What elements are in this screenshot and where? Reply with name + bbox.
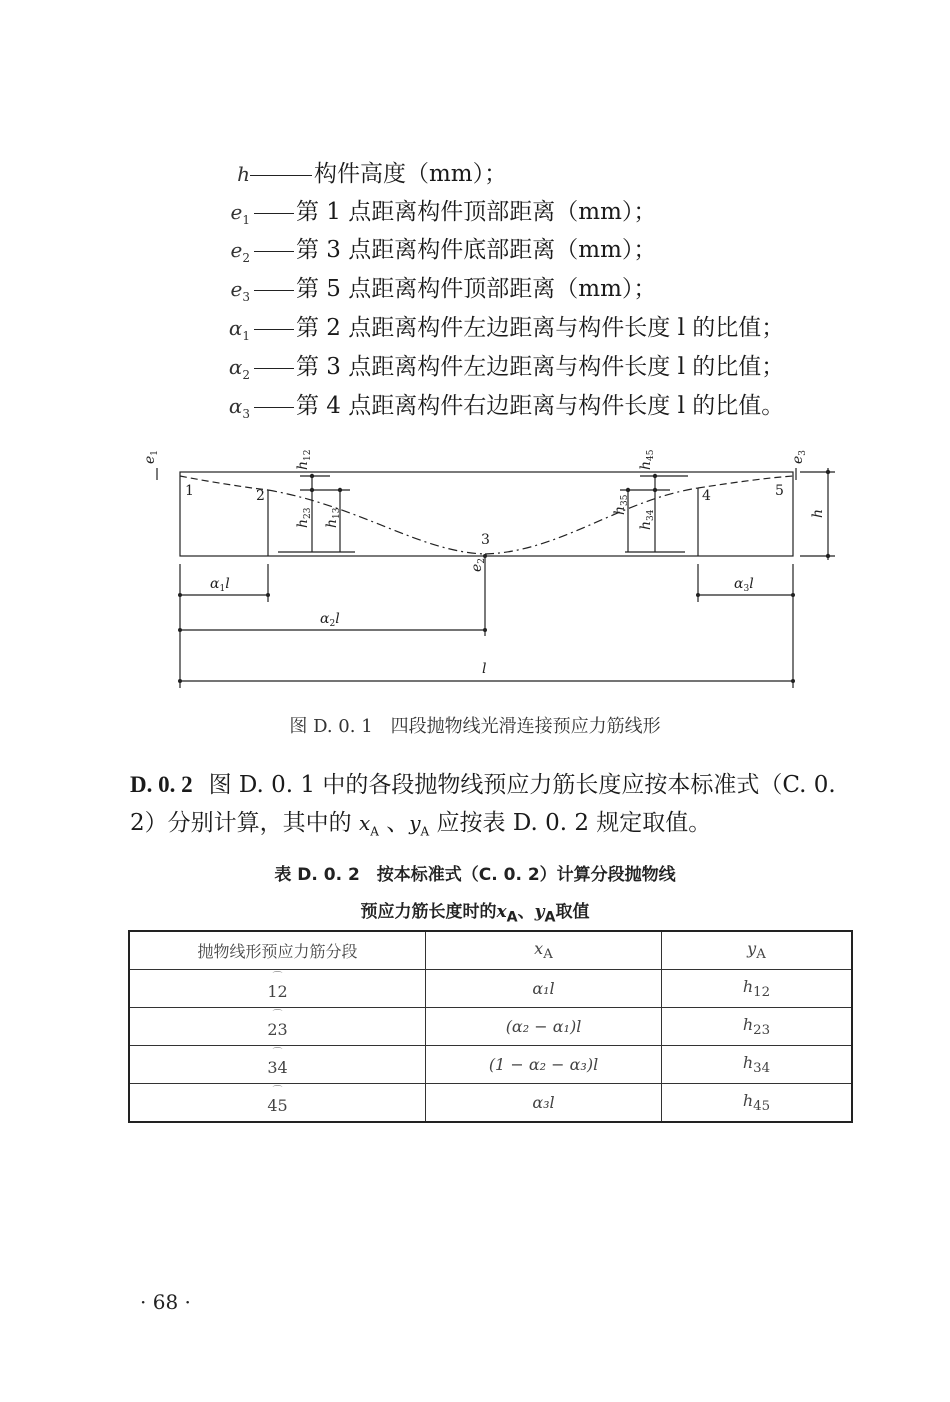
label-e2: $e_2$ [469,557,487,572]
em-dash [254,329,294,330]
clause-d02 [130,766,860,851]
cell-segment: ⌒ 12 [129,970,426,1008]
definition-row [208,273,656,305]
tick-mark [178,628,182,632]
def-symbol: $\alpha_3$ [228,394,250,421]
cell-ya: $h_{45}$ [662,1084,853,1123]
cell-segment: ⌒ 45 [129,1084,426,1123]
tick-mark [791,679,795,683]
table-title-line2: 预应力筋长度时的$x_A$、$y_A$取值 [360,902,590,926]
def-symbol: h [237,162,250,186]
label-h35: $h_{35}$ [612,494,630,515]
table-title-line1: 表 D. 0. 2 按本标准式（C. 0. 2）计算分段抛物线 [274,865,676,885]
tick-mark [338,488,342,492]
point-label-4: 4 [702,488,711,504]
em-dash [254,213,294,214]
tick-mark [483,554,487,558]
figure-caption: 图 D. 0. 1 四段抛物线光滑连接预应力筋线形 [289,716,661,737]
page-number: · 68 · [140,1290,191,1314]
cell-segment: ⌒ 34 [129,1046,426,1084]
table-header-row [129,931,852,970]
tick-mark [626,488,630,492]
tick-mark [653,474,657,478]
cell-xa: (1 − α₂ − α₃)l [426,1046,662,1084]
label-a1l: $\alpha_1l$ [210,576,230,594]
clause-text-2: 应按表 D. 0. 2 规定取值。 [429,810,712,836]
y-sub: A [420,824,430,839]
cell-xa: α₃l [426,1084,662,1123]
cell-xa: α₁l [426,970,662,1008]
em-dash [254,368,294,369]
definition-row [208,312,784,344]
x-sub: A [370,824,379,839]
em-dash [250,175,312,176]
tick-mark [696,593,700,597]
definition-row [208,158,507,190]
label-h13: $h_{13}$ [324,507,342,528]
cell-ya: $h_{34}$ [662,1046,853,1084]
label-l: l [482,661,487,677]
header-segment: 抛物线形预应力筋分段 [129,931,426,970]
label-a3l: $\alpha_3l$ [734,576,754,594]
label-a2l: $\alpha_2l$ [320,611,340,629]
tick-mark [178,679,182,683]
label-h45: $h_{45}$ [638,449,656,470]
table-row [129,1008,852,1046]
parabola-tendon-diagram [140,440,826,695]
tick-mark [791,593,795,597]
header-ya: $y_A$ [662,931,853,970]
label-h23: $h_{23}$ [295,507,313,528]
table-d02 [128,930,853,1123]
tick-mark [178,593,182,597]
em-dash [254,251,294,252]
label-h12: $h_{12}$ [295,449,313,470]
tendon-segment-34 [485,488,698,554]
table-row [129,970,852,1008]
tick-mark [310,488,314,492]
tick-mark [653,488,657,492]
def-symbol: $e_1$ [230,200,250,227]
def-symbol: $e_2$ [230,238,250,265]
label-h34: $h_{34}$ [638,509,656,530]
tick-mark [310,474,314,478]
point-label-3: 3 [481,532,490,548]
definition-row [208,196,656,228]
x-symbol: x [358,811,371,835]
em-dash [254,290,294,291]
def-text: 第 4 点距离构件右边距离与构件长度 l 的比值。 [296,393,785,419]
em-dash [254,407,294,408]
point-label-2: 2 [256,488,265,504]
point-label-5: 5 [775,483,784,499]
header-xa: $x_A$ [426,931,662,970]
clause-sep: 、 [378,810,410,836]
cell-xa: (α₂ − α₁)l [426,1008,662,1046]
clause-text-1: 图 D. 0. 1 中的各段抛物线预应力筋长度应按本标准式（C. 0. 2）分别计算，其中的 [130,772,836,836]
tick-mark [266,593,270,597]
def-symbol: $\alpha_2$ [228,355,250,382]
tick-mark [483,628,487,632]
label-e3: $e_3$ [790,449,808,464]
cell-segment: ⌒ 23 [129,1008,426,1046]
figure-d01 [140,440,826,695]
point-label-1: 1 [185,483,194,499]
def-text: 第 3 点距离构件底部距离（mm）； [296,237,657,263]
table-row [129,1084,852,1123]
def-text: 第 5 点距离构件顶部距离（mm）； [296,276,657,302]
def-symbol: $e_3$ [230,277,250,304]
label-e1: $e_1$ [142,449,160,464]
def-text: 第 2 点距离构件左边距离与构件长度 l 的比值； [296,315,785,341]
def-text: 第 1 点距离构件顶部距离（mm）； [296,199,657,225]
tick-mark [826,554,830,558]
y-symbol: y [409,811,421,835]
definition-row [208,390,784,422]
label-h: h [810,508,826,518]
tick-mark [826,470,830,474]
cell-ya: $h_{23}$ [662,1008,853,1046]
def-text: 构件高度（mm）； [314,161,508,187]
definition-row [208,234,656,266]
clause-number: D. 0. 2 [130,772,193,797]
definition-row [208,351,784,383]
def-text: 第 3 点距离构件左边距离与构件长度 l 的比值； [296,354,785,380]
table-row [129,1046,852,1084]
cell-ya: $h_{12}$ [662,970,853,1008]
def-symbol: $\alpha_1$ [228,316,250,343]
